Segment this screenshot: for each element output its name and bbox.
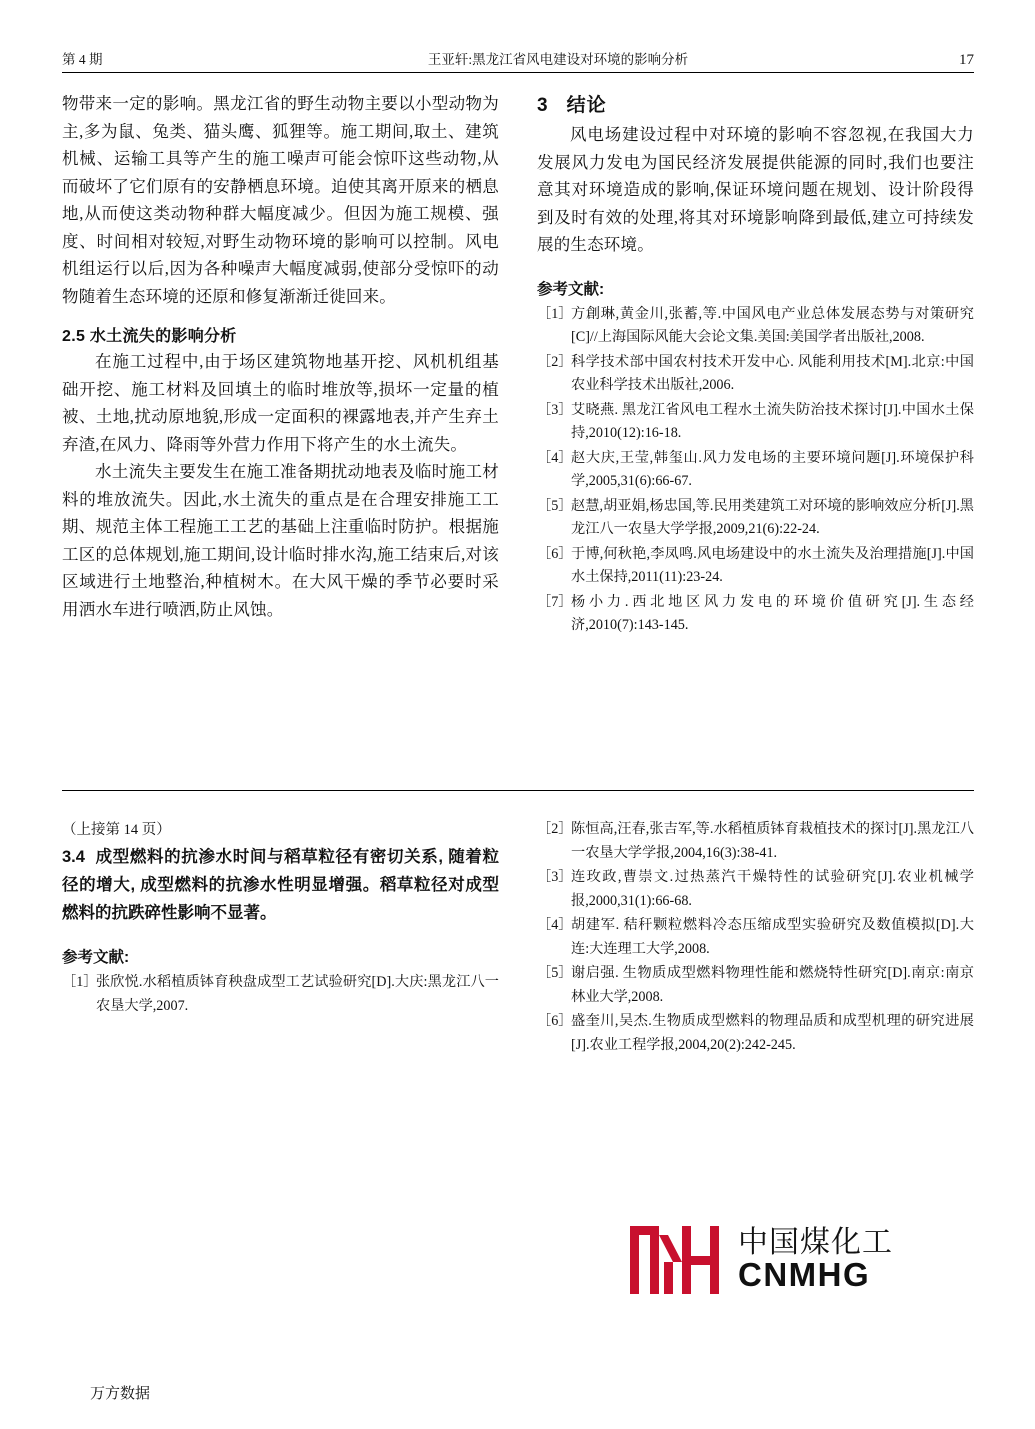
reference-item xyxy=(62,971,499,1018)
article-top xyxy=(62,90,974,639)
section-3-paragraph: 风电场建设过程中对环境的影响不容忽视,在我国大力发展风力发电为国民经济发展提供能源的同时,我们也要注意其对环境造成的影响,保证环境问题在规划、设计阶段得到及时有效的处理,将其对环境影响降到最低,建立可持续发展的生态环境。 xyxy=(537,125,974,254)
article-top-left-column xyxy=(62,90,499,639)
database-watermark: 万方数据 xyxy=(90,1385,151,1402)
article-divider xyxy=(62,790,974,791)
reference-label: ［3］ xyxy=(537,401,573,418)
logo-wordmark xyxy=(738,1227,893,1293)
reference-label: ［2］ xyxy=(537,821,573,837)
reference-label: ［2］ xyxy=(537,353,573,370)
running-title: 王亚轩:黑龙江省风电建设对环境的影响分析 xyxy=(427,52,689,67)
reference-item xyxy=(537,818,974,865)
reference-text: 盛奎川,吴杰.生物质成型燃料的物理品质和成型机理的研究进展[J].农业工程学报,2004,20(2):242-245. xyxy=(571,1013,974,1053)
mh-monogram-icon xyxy=(628,1222,724,1298)
reference-label: ［6］ xyxy=(537,545,573,562)
section-heading-3 xyxy=(537,90,974,117)
reference-list-bottom-left xyxy=(62,971,499,1018)
section-heading-2-5: 2.5 水土流失的影响分析 xyxy=(62,328,237,345)
reference-label: ［5］ xyxy=(537,497,573,514)
reference-text: 于博,何秋艳,李凤鸣.风电场建设中的水土流失及治理措施[J].中国水土保持,2011(11):23-24. xyxy=(571,545,974,585)
reference-text: 杨小力.西北地区风力发电的环境价值研究[J].生态经济,2010(7):143-145. xyxy=(571,593,974,633)
references-heading-bottom: 参考文献: xyxy=(62,949,130,966)
section-3-4-number: 3.4 xyxy=(62,848,85,866)
reference-item xyxy=(537,591,974,638)
reference-text: 赵慧,胡亚娟,杨忠国,等.民用类建筑工对环境的影响效应分析[J].黑龙江八一农垦大学学报,2009,21(6):22-24. xyxy=(571,497,974,537)
article-bottom-left-column xyxy=(62,818,499,1058)
reference-text: 张欣悦.水稻植质钵育秧盘成型工艺试验研究[D].大庆:黑龙江八一农垦大学,2007. xyxy=(96,974,499,1014)
logo-chinese-name: 中国煤化工 xyxy=(738,1226,893,1260)
continued-paragraph: 物带来一定的影响。黑龙江省的野生动物主要以小型动物为主,多为鼠、兔类、猫头鹰、狐狸等。施工期间,取土、建筑机械、运输工具等产生的施工噪声可能会惊吓这些动物,从而破坏了它们原有的安静栖息环境。迫使其离开原来的栖息地,从而使这类动物种群大幅度减少。但因为施工规模、强度、时间相对较短,对野生动物环境的影响可以控制。风电机组运行以后,因为各种噪声大幅度减弱,使部分受惊吓的动物随着生态环境的还原和修复渐渐迁徙回来。 xyxy=(62,94,499,306)
reference-label: ［1］ xyxy=(62,974,98,990)
reference-text: 方創琳,黄金川,张蓄,等.中国风电产业总体发展态势与对策研究[C]//上海国际风能大会论文集.美国:美国学者出版社,2008. xyxy=(571,305,974,345)
article-top-right-column xyxy=(537,90,974,639)
references-heading-top: 参考文献: xyxy=(537,280,605,298)
reference-text: 艾晓燕. 黑龙江省风电工程水土流失防治技术探讨[J].中国水土保持,2010(12):16-18. xyxy=(571,401,974,441)
issue-label: 第 4 期 xyxy=(62,52,103,67)
reference-label: ［4］ xyxy=(537,917,573,933)
reference-text: 胡建军. 秸秆颗粒燃料冷态压缩成型实验研究及数值模拟[D].大连:大连理工大学,2008. xyxy=(571,917,974,957)
section-2-5-paragraph-1: 在施工过程中,由于场区建筑物地基开挖、风机机组基础开挖、施工材料及回填土的临时堆放等,损坏一定量的植被、土地,扰动原地貌,形成一定面积的裸露地表,并产生弃土弃渣,在风力、降雨等外营力作用下将产生的水土流失。 xyxy=(62,352,499,454)
section-3-4-text: 成型燃料的抗渗水时间与稻草粒径有密切关系, 随着粒径的增大, 成型燃料的抗渗水性明显增强。稻草粒径对成型燃料的抗跌碎性影响不显著。 xyxy=(62,848,499,922)
reference-label: ［7］ xyxy=(537,593,573,610)
reference-list-bottom-right xyxy=(537,818,974,1057)
reference-item xyxy=(537,303,974,350)
section-3-4 xyxy=(62,843,499,927)
reference-item xyxy=(537,495,974,542)
reference-text: 连玫政,曹崇文.过热蒸汽干燥特性的试验研究[J].农业机械学报,2000,31(1):66-68. xyxy=(571,869,974,909)
reference-label: ［5］ xyxy=(537,965,573,981)
reference-item xyxy=(537,866,974,913)
reference-item xyxy=(537,914,974,961)
reference-text: 谢启强. 生物质成型燃料物理性能和燃烧特性研究[D].南京:南京林业大学,2008. xyxy=(571,965,974,1005)
publisher-logo xyxy=(628,1222,893,1298)
reference-label: ［3］ xyxy=(537,869,573,885)
reference-item xyxy=(537,962,974,1009)
reference-item xyxy=(537,1010,974,1057)
reference-text: 科学技术部中国农村技术开发中心. 风能利用技术[M].北京:中国农业科学技术出版社,2006. xyxy=(571,353,974,393)
logo-english-name: CNMHG xyxy=(738,1256,871,1294)
reference-text: 陈恒高,汪春,张吉军,等.水稻植质钵育栽植技术的探讨[J].黑龙江八一农垦大学学报,2004,16(3):38-41. xyxy=(571,821,974,861)
article-bottom xyxy=(62,818,974,1058)
article-bottom-right-column xyxy=(537,818,974,1058)
continued-from-note: （上接第 14 页） xyxy=(62,822,171,838)
header-divider xyxy=(62,72,974,73)
reference-item xyxy=(537,543,974,590)
section-2-5-paragraph-2: 水土流失主要发生在施工准备期扰动地表及临时施工材料的堆放流失。因此,水土流失的重点是在合理安排施工工期、规范主体工程施工工艺的基础上注重临时防护。根据施工区的总体规划,施工期间,设计临时排水沟,施工结束后,对该区域进行土地整治,种植树木。在大风干燥的季节必要时采用洒水车进行喷洒,防止风蚀。 xyxy=(62,462,499,619)
reference-item xyxy=(537,351,974,398)
reference-item xyxy=(537,399,974,446)
running-head xyxy=(62,48,974,69)
reference-text: 赵大庆,王莹,韩玺山.风力发电场的主要环境问题[J].环境保护科学,2005,31(6):66-67. xyxy=(571,449,974,489)
reference-list-top xyxy=(537,303,974,638)
page-number: 17 xyxy=(959,52,974,68)
section-3-title: 结论 xyxy=(566,95,607,116)
reference-item xyxy=(537,447,974,494)
section-3-number: 3 xyxy=(537,95,549,116)
reference-label: ［4］ xyxy=(537,449,573,466)
reference-label: ［1］ xyxy=(537,305,573,322)
reference-label: ［6］ xyxy=(537,1013,573,1029)
